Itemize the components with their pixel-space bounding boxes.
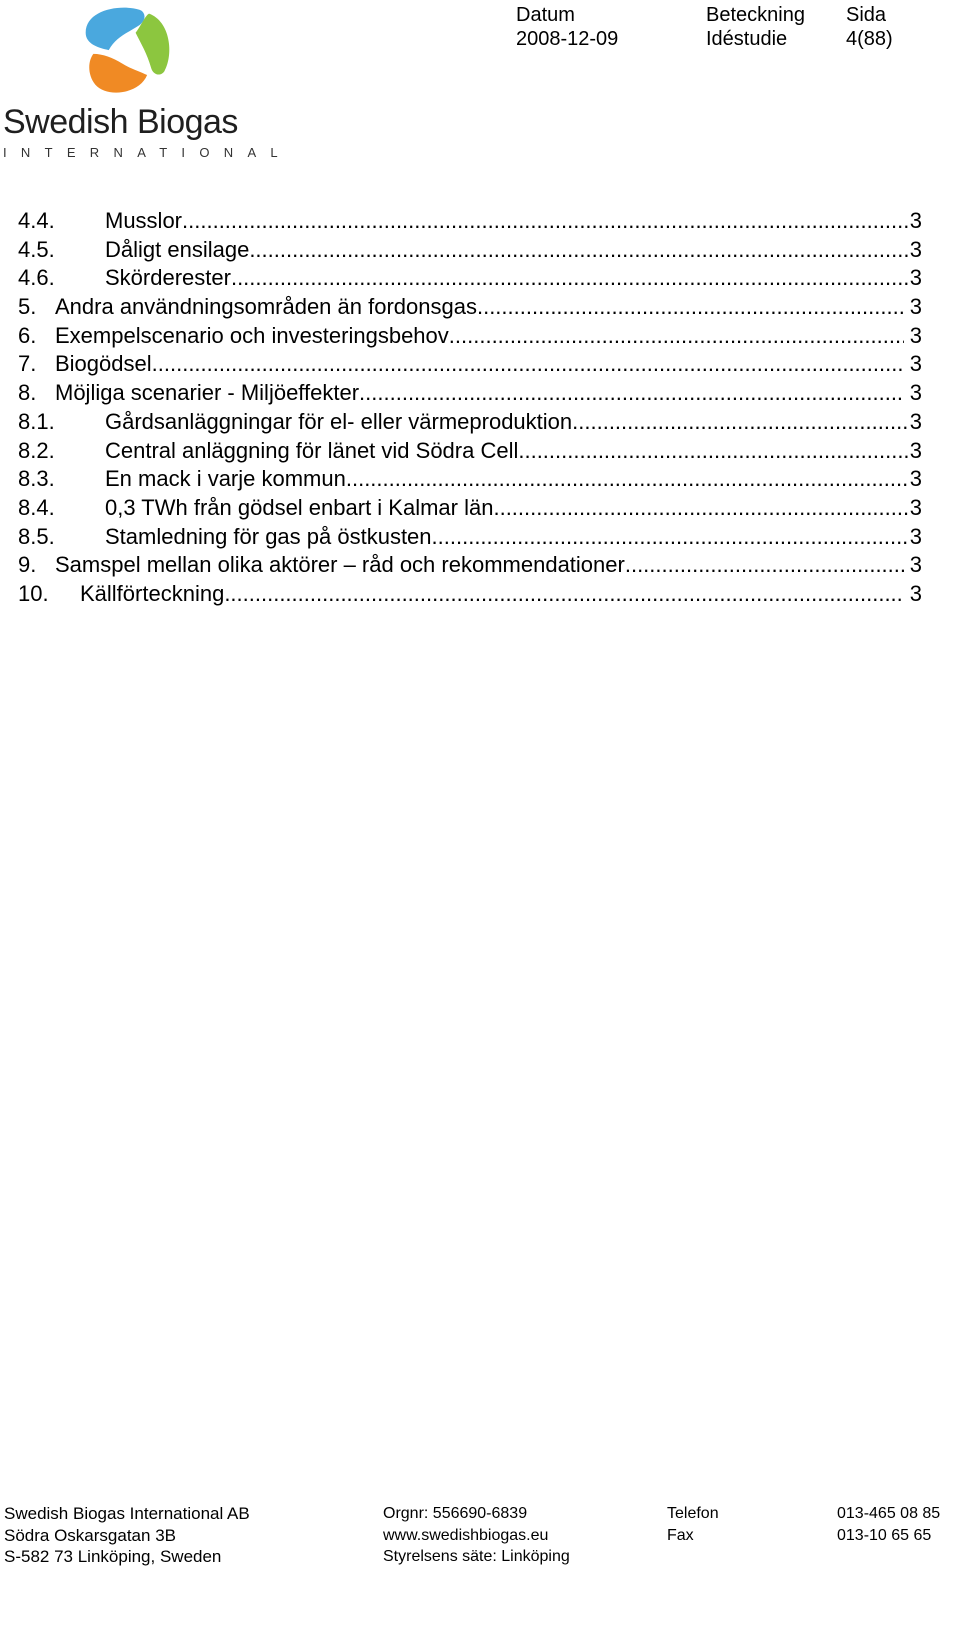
toc-number: 8.3. bbox=[18, 466, 55, 492]
footer-contact-labels bbox=[667, 1503, 719, 1546]
toc-entry[interactable] bbox=[18, 437, 922, 466]
footer-org bbox=[383, 1503, 570, 1568]
beteckning-value: Idéstudie bbox=[706, 28, 788, 50]
footer-street: Södra Oskarsgatan 3B bbox=[4, 1525, 176, 1545]
toc-number: 4.5. bbox=[18, 236, 55, 262]
toc-number: 10. bbox=[18, 580, 49, 606]
biogas-swirl-icon bbox=[78, 4, 174, 100]
toc-page: 3 bbox=[909, 552, 922, 578]
toc-page: 3 bbox=[909, 494, 922, 520]
footer-seat: Styrelsens säte: Linköping bbox=[383, 1548, 570, 1565]
toc-title: 0,3 TWh från gödsel enbart i Kalmar län bbox=[105, 494, 494, 520]
toc-entry[interactable] bbox=[18, 236, 922, 265]
footer-web[interactable]: www.swedishbiogas.eu bbox=[383, 1526, 549, 1544]
toc-entry[interactable] bbox=[18, 523, 922, 552]
beteckning-label: Beteckning bbox=[706, 4, 805, 26]
toc-number: 6. bbox=[18, 322, 37, 348]
toc-title: Exempelscenario och investeringsbehov bbox=[55, 322, 449, 348]
toc-title: Gårdsanläggningar för el- eller värmeproduktion bbox=[105, 408, 573, 434]
toc-leader bbox=[449, 322, 904, 350]
footer-contact-values bbox=[837, 1503, 940, 1546]
toc-entry[interactable] bbox=[18, 350, 922, 379]
footer-phone: 013-465 08 85 bbox=[837, 1505, 941, 1522]
toc-leader bbox=[493, 494, 909, 522]
toc-number: 9. bbox=[18, 552, 37, 578]
toc-title: Skörderester bbox=[105, 265, 231, 291]
toc-leader bbox=[625, 551, 904, 579]
toc-page: 3 bbox=[909, 580, 922, 606]
footer-fax-label: Fax bbox=[667, 1526, 694, 1544]
toc-number: 5. bbox=[18, 294, 37, 320]
toc-leader bbox=[249, 236, 909, 264]
toc-page: 3 bbox=[909, 265, 922, 291]
toc-page: 3 bbox=[909, 322, 922, 348]
toc-title: En mack i varje kommun bbox=[105, 466, 346, 492]
toc-leader bbox=[182, 207, 910, 235]
header-beteckning bbox=[706, 3, 805, 51]
toc-leader bbox=[346, 465, 910, 493]
toc-number: 8.5. bbox=[18, 523, 55, 549]
brand-subtitle: INTERNATIONAL bbox=[3, 145, 292, 160]
toc-number: 7. bbox=[18, 351, 37, 377]
toc-entry[interactable] bbox=[18, 551, 922, 580]
toc-title: Källförteckning bbox=[80, 580, 225, 606]
brand-name: Swedish Biogas bbox=[3, 103, 238, 141]
toc-page: 3 bbox=[909, 437, 922, 463]
toc-page: 3 bbox=[909, 380, 922, 406]
table-of-contents bbox=[18, 207, 922, 609]
toc-number: 4.4. bbox=[18, 208, 55, 233]
toc-entry[interactable] bbox=[18, 264, 922, 293]
toc-title: Möjliga scenarier - Miljöeffekter bbox=[55, 380, 360, 406]
toc-leader bbox=[152, 350, 904, 378]
toc-entry[interactable] bbox=[18, 494, 922, 523]
toc-entry[interactable] bbox=[18, 465, 922, 494]
toc-number: 8. bbox=[18, 380, 37, 406]
toc-entry[interactable] bbox=[18, 379, 922, 408]
header-sida bbox=[846, 3, 893, 51]
toc-title: Samspel mellan olika aktörer – råd och rekommendationer bbox=[55, 552, 625, 578]
datum-label: Datum bbox=[516, 4, 575, 26]
header-datum bbox=[516, 3, 618, 51]
toc-leader bbox=[518, 437, 909, 465]
toc-title: Andra användningsområden än fordonsgas bbox=[55, 294, 477, 320]
toc-title: Biogödsel bbox=[55, 351, 152, 377]
toc-title: Stamledning för gas på östkusten bbox=[105, 523, 432, 549]
sida-value: 4(88) bbox=[846, 28, 893, 50]
toc-title: Dåligt ensilage bbox=[105, 236, 250, 262]
toc-entry[interactable] bbox=[18, 408, 922, 437]
footer-address bbox=[4, 1503, 250, 1568]
company-logo bbox=[0, 0, 292, 165]
toc-leader bbox=[432, 523, 910, 551]
toc-page: 3 bbox=[909, 236, 922, 262]
toc-number: 8.2. bbox=[18, 437, 55, 463]
toc-leader bbox=[572, 408, 910, 436]
toc-number: 8.4. bbox=[18, 494, 55, 520]
toc-title: Central anläggning för länet vid Södra Cell bbox=[105, 437, 519, 463]
footer-city: S-582 73 Linköping, Sweden bbox=[4, 1547, 222, 1566]
toc-leader bbox=[231, 264, 910, 292]
toc-page: 3 bbox=[909, 523, 922, 549]
toc-leader bbox=[224, 580, 903, 608]
footer-company: Swedish Biogas International AB bbox=[4, 1504, 250, 1523]
toc-page: 3 bbox=[909, 208, 922, 233]
sida-label: Sida bbox=[846, 4, 887, 26]
toc-entry[interactable] bbox=[18, 322, 922, 351]
toc-entry[interactable] bbox=[18, 207, 922, 236]
toc-page: 3 bbox=[909, 351, 922, 377]
toc-number: 4.6. bbox=[18, 265, 55, 291]
toc-number: 8.1. bbox=[18, 408, 55, 434]
toc-page: 3 bbox=[909, 466, 922, 492]
toc-title: Musslor bbox=[105, 208, 183, 233]
footer-fax: 013-10 65 65 bbox=[837, 1526, 932, 1544]
toc-page: 3 bbox=[909, 294, 922, 320]
toc-leader bbox=[359, 379, 904, 407]
toc-leader bbox=[477, 293, 904, 321]
toc-entry[interactable] bbox=[18, 293, 922, 322]
toc-page: 3 bbox=[909, 408, 922, 434]
footer-phone-label: Telefon bbox=[667, 1505, 719, 1522]
datum-value: 2008-12-09 bbox=[516, 28, 619, 50]
footer-orgnr: Orgnr: 556690-6839 bbox=[383, 1505, 528, 1522]
toc-entry[interactable] bbox=[18, 580, 922, 609]
